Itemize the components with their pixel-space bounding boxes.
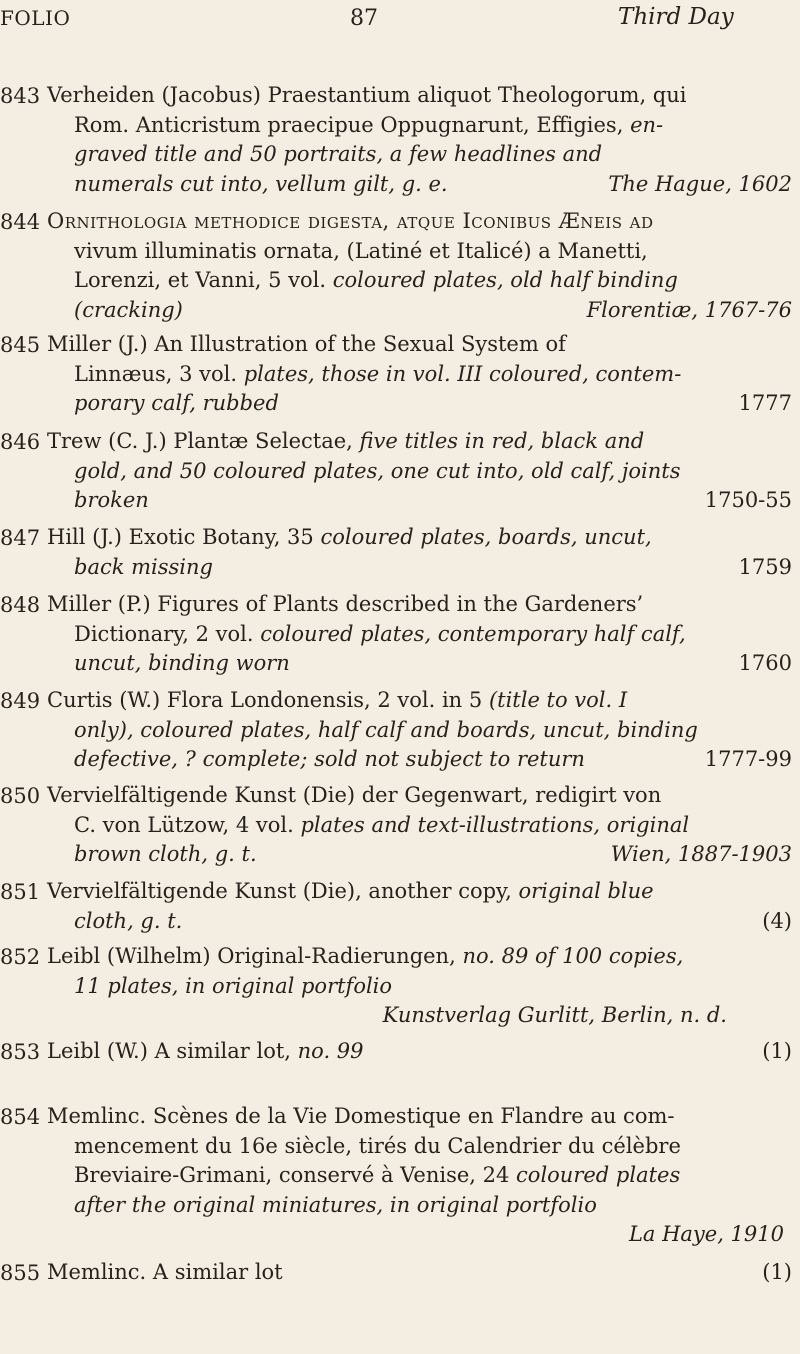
- entry-text-italic: original blue: [518, 879, 654, 903]
- lot-count: (1): [762, 1260, 792, 1284]
- entry-text-italic: numerals cut into, vellum gilt, g. e.: [74, 171, 448, 196]
- entry-text-italic: plates and text-illustrations, original: [300, 812, 690, 837]
- lot-number: 843: [0, 84, 41, 108]
- entry-text-italic: brown cloth, g. t.: [74, 842, 257, 866]
- page-header: [0, 2, 800, 42]
- entry-text: Trew (C. J.) Plantæ Selectae,: [47, 429, 353, 453]
- entry-text-italic: coloured plates, old half binding: [332, 268, 678, 292]
- entry-text-italic: en-: [630, 112, 664, 137]
- entry-text: Miller (J.) An Illustration of the Sexual System of: [47, 332, 566, 356]
- lot-number: 847: [0, 526, 41, 550]
- imprint: La Haye, 1910: [628, 1222, 784, 1246]
- imprint: Wien, 1887-1903: [610, 842, 792, 866]
- entry-text-italic: coloured plates: [516, 1163, 681, 1187]
- entry-text: Memlinc. Scènes de la Vie Domestique en Flandre au com-: [47, 1104, 675, 1128]
- imprint: 1760: [738, 651, 792, 675]
- page-number: 87: [350, 6, 378, 31]
- entry-text-italic: porary calf, rubbed: [74, 391, 279, 415]
- entry-text-italic: broken: [74, 488, 149, 512]
- entry-text: Rom. Anticristum praecipue Oppugnarunt, Effigies,: [74, 112, 624, 137]
- entry-text: Curtis (W.) Flora Londonensis, 2 vol. in 5: [47, 688, 483, 712]
- lot-number: 845: [0, 333, 41, 357]
- entry-text: Linnæus, 3 vol.: [74, 361, 238, 386]
- imprint: 1777: [738, 391, 792, 415]
- imprint: 1777-99: [704, 747, 792, 771]
- section-title: Third Day: [618, 4, 734, 30]
- entry-text: Ornithologia methodice digesta, atque Iconibus Æneis ad: [47, 209, 654, 233]
- lot-number: 851: [0, 880, 41, 904]
- entry-text: Miller (P.) Figures of Plants described in the Gardeners’: [47, 592, 644, 616]
- entry-text: Verheiden (Jacobus) Praestantium aliquot Theologorum, qui: [47, 83, 687, 107]
- entry-text: C. von Lützow, 4 vol.: [74, 812, 294, 837]
- imprint: 1750-55: [704, 488, 792, 512]
- lot-count: (1): [762, 1039, 792, 1063]
- entry-text-italic: (cracking): [74, 297, 183, 322]
- entry-text-italic: only), coloured plates, half calf and boards, uncut, binding: [74, 717, 698, 742]
- lot-number: 852: [0, 945, 41, 969]
- entry-text-italic: cloth, g. t.: [74, 908, 183, 933]
- entry-text-italic: (title to vol. I: [488, 688, 628, 712]
- entry-text-italic: no. 89 of 100 copies,: [462, 944, 684, 968]
- imprint: 1759: [738, 554, 792, 579]
- entry-text-italic: coloured plates, contemporary half calf,: [260, 621, 686, 646]
- entry-text: Breviaire-Grimani, conservé à Venise, 24: [74, 1163, 510, 1187]
- lot-count: (4): [762, 908, 792, 933]
- entry-text: Hill (J.) Exotic Botany, 35: [47, 525, 314, 549]
- entry-text-italic: gold, and 50 coloured plates, one cut into, old calf, joints: [74, 458, 681, 483]
- imprint: Kunstverlag Gurlitt, Berlin, n. d.: [382, 1003, 727, 1027]
- entry-text-italic: five titles in red, black and: [359, 429, 645, 453]
- entry-text: Memlinc. A similar lot: [47, 1260, 283, 1284]
- lot-number: 853: [0, 1040, 41, 1064]
- folio-label: FOLIO: [0, 6, 71, 30]
- entry-text: Leibl (Wilhelm) Original-Radierungen,: [47, 944, 456, 968]
- entry-text: vivum illuminatis ornata, (Latiné et Italicé) a Manetti,: [74, 238, 648, 263]
- entry-text: Leibl (W.) A similar lot,: [47, 1039, 291, 1063]
- imprint: Florentiæ, 1767-76: [586, 297, 792, 322]
- lot-number: 855: [0, 1261, 41, 1285]
- entry-text-italic: coloured plates, boards, uncut,: [320, 525, 652, 549]
- entry-text-italic: uncut, binding worn: [74, 651, 290, 675]
- lot-number: 854: [0, 1105, 41, 1129]
- entry-text: Lorenzi, et Vanni, 5 vol.: [74, 268, 327, 292]
- entry-text-italic: defective, ? complete; sold not subject to return: [74, 747, 585, 771]
- lot-number: 849: [0, 689, 41, 713]
- entry-text-italic: plates, those in vol. III coloured, contem-: [243, 361, 682, 386]
- entry-text-italic: after the original miniatures, in original portfolio: [74, 1192, 597, 1217]
- lot-number: 846: [0, 430, 41, 454]
- entry-text: Vervielfältigende Kunst (Die) der Gegenwart, redigirt von: [47, 783, 662, 807]
- lot-number: 848: [0, 593, 41, 617]
- entry-text: Dictionary, 2 vol.: [74, 621, 254, 646]
- imprint: The Hague, 1602: [608, 171, 792, 196]
- entry-text-italic: no. 99: [297, 1039, 364, 1063]
- lot-number: 850: [0, 784, 41, 808]
- entry-text-italic: graved title and 50 portraits, a few headlines and: [74, 142, 603, 166]
- lot-number: 844: [0, 210, 41, 234]
- entry-text: mencement du 16e siècle, tirés du Calendrier du célèbre: [74, 1133, 681, 1158]
- entry-text: Vervielfältigende Kunst (Die), another copy,: [47, 879, 512, 903]
- entry-text-italic: back missing: [74, 554, 213, 579]
- entry-text-italic: 11 plates, in original portfolio: [74, 973, 393, 998]
